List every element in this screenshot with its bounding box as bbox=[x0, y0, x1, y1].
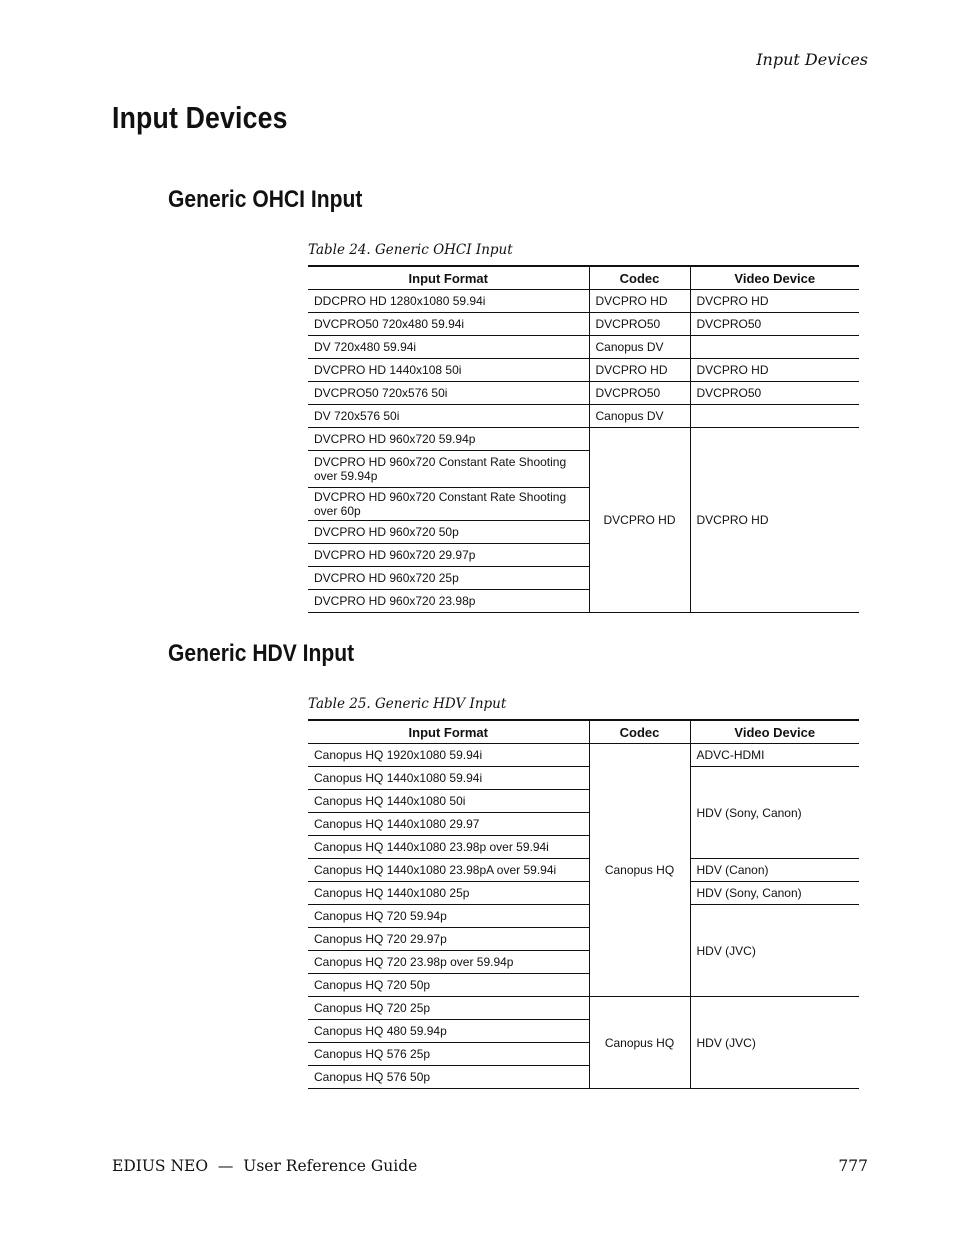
cell-codec: Canopus DV bbox=[589, 405, 690, 428]
cell-input-format: DV 720x576 50i bbox=[308, 405, 589, 428]
cell-input-format: Canopus HQ 480 59.94p bbox=[308, 1020, 589, 1043]
table-header-row bbox=[308, 720, 859, 744]
table-row bbox=[308, 313, 859, 336]
cell-input-format: Canopus HQ 576 25p bbox=[308, 1043, 589, 1066]
cell-input-format: DVCPRO HD 960x720 29.97p bbox=[308, 544, 589, 567]
cell-input-format: DVCPRO HD 960x720 59.94p bbox=[308, 428, 589, 451]
cell-codec: DVCPRO50 bbox=[589, 382, 690, 405]
column-header-codec: Codec bbox=[589, 266, 690, 290]
cell-video-device: HDV (Sony, Canon) bbox=[690, 882, 859, 905]
cell-video-device-merged: HDV (JVC) bbox=[690, 905, 859, 997]
cell-codec-merged: DVCPRO HD bbox=[589, 428, 690, 613]
column-header-input-format: Input Format bbox=[308, 720, 589, 744]
cell-video-device: DVCPRO HD bbox=[690, 359, 859, 382]
cell-input-format: DVCPRO HD 1440x108 50i bbox=[308, 359, 589, 382]
hdv-input-table bbox=[308, 719, 859, 1089]
cell-input-format: Canopus HQ 1440x1080 23.98p over 59.94i bbox=[308, 836, 589, 859]
cell-input-format: DDCPRO HD 1280x1080 59.94i bbox=[308, 290, 589, 313]
footer-separator: — bbox=[217, 1157, 234, 1175]
table-row bbox=[308, 428, 859, 451]
cell-input-format: DVCPRO HD 960x720 25p bbox=[308, 567, 589, 590]
column-header-input-format: Input Format bbox=[308, 266, 589, 290]
cell-input-format: DV 720x480 59.94i bbox=[308, 336, 589, 359]
cell-video-device: DVCPRO HD bbox=[690, 290, 859, 313]
table-row bbox=[308, 859, 859, 882]
cell-video-device-merged: DVCPRO HD bbox=[690, 428, 859, 613]
table-row bbox=[308, 905, 859, 928]
cell-input-format: DVCPRO HD 960x720 50p bbox=[308, 521, 589, 544]
table-caption-ohci: Table 24. Generic OHCI Input bbox=[308, 242, 513, 258]
table-header-row bbox=[308, 266, 859, 290]
cell-codec: DVCPRO HD bbox=[589, 290, 690, 313]
cell-input-format: Canopus HQ 720 50p bbox=[308, 974, 589, 997]
cell-input-format: DVCPRO HD 960x720 Constant Rate Shooting over 60p bbox=[308, 488, 589, 521]
cell-video-device bbox=[690, 405, 859, 428]
cell-input-format: Canopus HQ 1440x1080 59.94i bbox=[308, 767, 589, 790]
running-head: Input Devices bbox=[756, 50, 868, 69]
cell-input-format: Canopus HQ 576 50p bbox=[308, 1066, 589, 1089]
cell-input-format: Canopus HQ 720 25p bbox=[308, 997, 589, 1020]
cell-codec: DVCPRO HD bbox=[589, 359, 690, 382]
cell-video-device-merged: HDV (Sony, Canon) bbox=[690, 767, 859, 859]
ohci-input-table bbox=[308, 265, 859, 613]
cell-input-format: DVCPRO50 720x576 50i bbox=[308, 382, 589, 405]
table-row bbox=[308, 382, 859, 405]
page-title: Input Devices bbox=[112, 100, 288, 135]
column-header-codec: Codec bbox=[589, 720, 690, 744]
cell-video-device: HDV (Canon) bbox=[690, 859, 859, 882]
table-row bbox=[308, 405, 859, 428]
cell-codec: DVCPRO50 bbox=[589, 313, 690, 336]
table-row bbox=[308, 997, 859, 1020]
cell-input-format: DVCPRO50 720x480 59.94i bbox=[308, 313, 589, 336]
cell-codec: Canopus DV bbox=[589, 336, 690, 359]
cell-input-format: DVCPRO HD 960x720 23.98p bbox=[308, 590, 589, 613]
table-row bbox=[308, 882, 859, 905]
footer-guide: User Reference Guide bbox=[243, 1157, 418, 1175]
table-row bbox=[308, 336, 859, 359]
section-heading-hdv: Generic HDV Input bbox=[168, 640, 355, 667]
table-row bbox=[308, 359, 859, 382]
cell-video-device: DVCPRO50 bbox=[690, 313, 859, 336]
cell-video-device: ADVC-HDMI bbox=[690, 744, 859, 767]
cell-input-format: Canopus HQ 1440x1080 25p bbox=[308, 882, 589, 905]
cell-input-format: Canopus HQ 720 59.94p bbox=[308, 905, 589, 928]
cell-video-device bbox=[690, 336, 859, 359]
cell-input-format: Canopus HQ 1440x1080 23.98pA over 59.94i bbox=[308, 859, 589, 882]
cell-video-device: DVCPRO50 bbox=[690, 382, 859, 405]
cell-input-format: Canopus HQ 720 29.97p bbox=[308, 928, 589, 951]
column-header-video-device: Video Device bbox=[690, 266, 859, 290]
column-header-video-device: Video Device bbox=[690, 720, 859, 744]
footer-title bbox=[112, 1157, 417, 1175]
cell-input-format: DVCPRO HD 960x720 Constant Rate Shooting over 59.94p bbox=[308, 451, 589, 488]
cell-input-format: Canopus HQ 720 23.98p over 59.94p bbox=[308, 951, 589, 974]
cell-codec-merged: Canopus HQ bbox=[589, 997, 690, 1089]
page-number: 777 bbox=[838, 1157, 868, 1175]
section-heading-ohci: Generic OHCI Input bbox=[168, 186, 363, 213]
cell-codec-merged: Canopus HQ bbox=[589, 744, 690, 997]
table-caption-hdv: Table 25. Generic HDV Input bbox=[308, 696, 507, 712]
table-row bbox=[308, 744, 859, 767]
cell-input-format: Canopus HQ 1440x1080 29.97 bbox=[308, 813, 589, 836]
footer-product: EDIUS NEO bbox=[112, 1157, 209, 1175]
cell-video-device-merged: HDV (JVC) bbox=[690, 997, 859, 1089]
cell-input-format: Canopus HQ 1440x1080 50i bbox=[308, 790, 589, 813]
table-row bbox=[308, 290, 859, 313]
cell-input-format: Canopus HQ 1920x1080 59.94i bbox=[308, 744, 589, 767]
table-row bbox=[308, 767, 859, 790]
